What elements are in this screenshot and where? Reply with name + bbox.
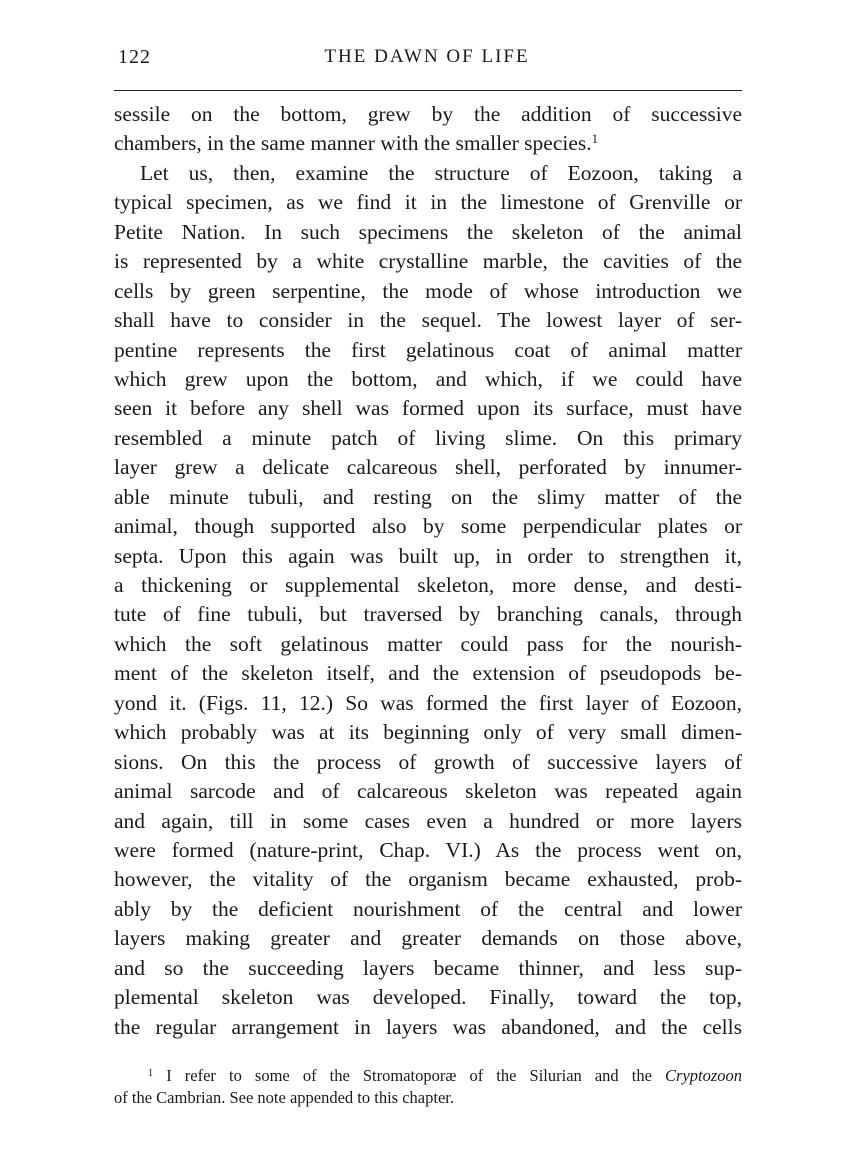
running-title: THE DAWN OF LIFE [324,46,530,67]
body-text [114,100,742,1042]
footnote-text: I refer to some of the Stromatoporæ of the Silurian and the [166,1066,652,1086]
text-line: resembled a minute patch of living slime. On this primary [114,425,742,450]
text-line: which grew upon the bottom, and which, if we could have [114,366,742,391]
text-line: seen it before any shell was formed upon its surface, must have [114,396,742,421]
text-line: however, the vitality of the organism became exhausted, prob- [114,867,742,892]
footnote-marker: 1 [148,1068,154,1079]
text-line: ment of the skeleton itself, and the extension of pseudopods be- [114,661,742,686]
text-line: Let us, then, examine the structure of Eozoon, taking a [140,160,742,185]
page-header [112,44,742,74]
text-line: tute of fine tubuli, but traversed by branching canals, through [114,602,742,627]
footnote-italic-term: Cryptozoon [665,1066,743,1086]
footnote-reference[interactable]: 1 [591,132,599,147]
text-line: which probably was at its beginning only of very small dimen- [114,720,742,745]
text-line: is represented by a white crystalline marble, the cavities of the [114,249,742,274]
text-line: animal, though supported also by some perpendicular plates or [114,514,742,539]
footnote-line: of the Cambrian. See note appended to this chapter. [114,1088,454,1107]
text-line: sions. On this the process of growth of successive layers of [114,749,742,774]
text-line: cells by green serpentine, the mode of whose introduction we [114,278,742,303]
text-line: animal sarcode and of calcareous skeleton was repeated again [114,779,742,804]
text-line: the regular arrangement in layers was abandoned, and the cells [114,1014,742,1039]
text-line: layer grew a delicate calcareous shell, perforated by innumer- [114,455,742,480]
text-line: sessile on the bottom, grew by the addition of successive [114,102,742,126]
text-line: which the soft gelatinous matter could pass for the nourish- [114,631,742,656]
footnote-line [114,1062,742,1086]
text-line: were formed (nature-print, Chap. VI.) As the process went on, [114,837,742,862]
text-line: yond it. (Figs. 11, 12.) So was formed the first layer of Eozoon, [114,690,742,715]
text-line: Petite Nation. In such specimens the skeleton of the animal [114,219,742,244]
text-line: able minute tubuli, and resting on the slimy matter of the [114,484,742,509]
text-line: and so the succeeding layers became thinner, and less sup- [114,955,742,980]
header-rule [114,90,742,91]
text-line-content: chambers, in the same manner with the smaller species. [114,131,592,156]
text-line: shall have to consider in the sequel. The lowest layer of ser- [114,308,742,333]
text-line: ably by the deficient nourishment of the central and lower [114,896,742,921]
text-line: septa. Upon this again was built up, in order to strengthen it, [114,543,742,568]
text-line: layers making greater and greater demands on those above, [114,926,742,951]
footnote [114,1062,742,1110]
text-line: plemental skeleton was developed. Finally, toward the top, [114,985,742,1010]
text-line: a thickening or supplemental skeleton, more dense, and desti- [114,573,742,597]
page-number: 122 [118,46,151,68]
text-line: typical specimen, as we find it in the limestone of Grenville or [114,190,742,215]
text-line: pentine represents the first gelatinous coat of animal matter [114,337,742,362]
text-line [114,129,742,158]
text-line: and again, till in some cases even a hundred or more layers [114,808,742,833]
